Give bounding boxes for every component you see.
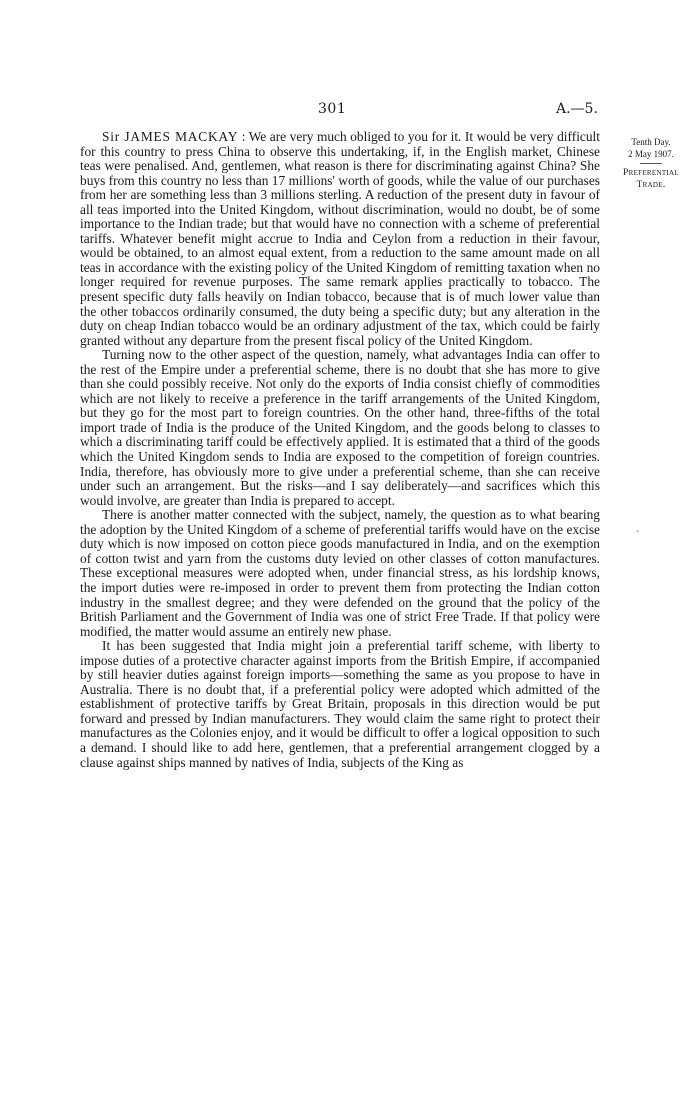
page-number: 301 xyxy=(318,101,347,117)
paragraph-1 xyxy=(80,130,600,348)
margin-note-day: Tenth Day. xyxy=(631,137,671,147)
paragraph-1-text: : We are very much obliged to you for it. It would be very difficult for this country to press China to observe this undertaking, if, in the English market, Chinese teas were penalised. And, gentlemen, what reason is there for discriminating against China? She buys from this country no less than 17 millions' worth of goods, while the value of our purchases from her are something less than 3 millions sterling. A reduction of the present duty in favour of all teas imported into the United Kingdom, without discrimination, would no doubt, be of some importance to the Indian trade; but that would have no connection with a scheme of preferential tariffs. Whatever benefit might accrue to India and Ceylon from a reduction in their favour, would be obtained, to an almost equal extent, from a reduction to the same amount made on all teas in accordance with the existing policy of the United Kingdom of remitting taxation when no longer required for revenue purposes. The same remark applies practically to tobacco. The present specific duty falls heavily on Indian tobacco, because that is of much lower value than the other tobaccos ordinarily consumed, the duty being a specific duty; but any alteration in the duty on cheap Indian tobacco would be an ordinary adjustment of the tax, which could be fairly granted without any departure from the present fiscal policy of the United Kingdom. xyxy=(80,129,600,348)
margin-note-topic-line2: Trade. xyxy=(636,180,666,190)
margin-note-divider xyxy=(640,163,662,164)
paragraph-4: It has been suggested that India might join a preferential tariff scheme, with liberty to impose duties of a protective character against imports from the British Empire, if accompanied by still heavier duties against foreign imports—something the same as you propose to have in Australia. There is no doubt that, if a preferential policy were adopted which admitted of the establishment of protective tariffs by Great Britain, proposals in this direction would be put forward and pressed by Indian manufacturers. They would claim the same right to protect their manufactures as the Colonies enjoy, and it would be difficult to offer a logical opposition to such a demand. I should like to add here, gentlemen, that a preferential arrangement clogged by a clause against ships manned by natives of India, subjects of the King as xyxy=(80,638,600,770)
margin-note-topic-line1: Preferential xyxy=(623,168,679,178)
margin-note-date: 2 May 1907. xyxy=(628,149,674,159)
document-reference: A.—5. xyxy=(556,101,598,117)
paragraph-2: Turning now to the other aspect of the question, namely, what advantages India can offer to the rest of the Empire under a preferential scheme, there is no doubt that she has more to give than she could possibly receive. Not only do the exports of India consist chiefly of commodities which are not likely to receive a preference in the tariff arrangements of the United Kingdom, but they go for the most part to foreign countries. On the other hand, three-fifths of the total import trade of India is the produce of the United Kingdom, and the goods belong to classes to which a discriminating tariff could be effectively applied. It is estimated that a third of the goods which the United Kingdom sends to India are exposed to the competition of foreign countries. India, therefore, has obviously more to give under a preferential scheme, than she can receive under such an arrangement. But the risks—and I say deliberately—and sacrifices which this would involve, are greater than India is prepared to accept. xyxy=(80,347,600,508)
margin-note xyxy=(610,136,692,191)
body-text xyxy=(80,130,600,770)
speaker-name: Sir JAMES MACKAY xyxy=(102,129,239,144)
paragraph-3: There is another matter connected with the subject, namely, the question as to what bearing the adoption by the United Kingdom of a scheme of preferential tariffs would have on the excise duty which is now imposed on cotton piece goods manufactured in India, and on the exemption of cotton twist and yarn from the customs duty levied on other classes of cotton manufactures. These exceptional measures were adopted when, under financial stress, as his lordship knows, the import duties were re-imposed in order to prevent them from protecting the Indian cotton industry in the smallest degree; and they were defended on the ground that the policy of the British Parliament and the Government of India was one of strict Free Trade. If that policy were modified, the matter would assume an entirely new phase. xyxy=(80,507,600,639)
margin-dash: - xyxy=(636,526,640,537)
